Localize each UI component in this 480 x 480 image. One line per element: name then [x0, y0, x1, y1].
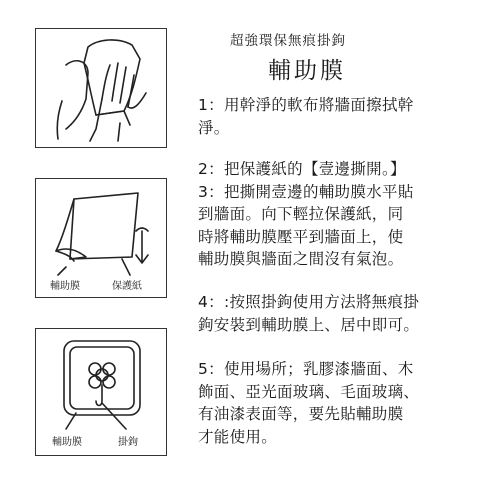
- step-line: 鉤安裝到輔助膜上、居中即可。: [198, 315, 420, 334]
- step-line: 才能使用。: [198, 427, 278, 446]
- step-line: 輔助膜與牆面之間沒有氣泡。: [198, 250, 404, 268]
- step-line: 3：把撕開壹邊的輔助膜水平貼: [198, 182, 414, 201]
- step-line: 到牆面。向下輕拉保護紙，同: [198, 205, 404, 223]
- step-line: 飾面、亞光面玻璃、毛面玻璃、: [198, 382, 420, 401]
- illustration-peel-film: [35, 178, 167, 298]
- illustration-wipe-wall: [35, 28, 167, 148]
- step-line: 有油漆表面等，要先貼輔助膜: [198, 405, 404, 423]
- illustration-hook-on-film: [35, 328, 167, 456]
- label-film: 輔助膜: [52, 437, 82, 448]
- label-film: 輔助膜: [50, 281, 80, 292]
- step-line: 2：把保護紙的【壹邊撕開。】: [198, 160, 406, 178]
- step-line: 5：使用場所；乳膠漆牆面、木: [198, 360, 414, 378]
- step-2-3: [198, 158, 473, 271]
- step-4: [198, 291, 473, 336]
- step-5: [198, 358, 473, 448]
- step-1: [198, 94, 473, 139]
- label-protective-paper: 保護紙: [112, 281, 142, 292]
- step-line: 時將輔助膜壓平到牆面上，使: [198, 227, 404, 246]
- hands-wiping-wall-icon: [36, 29, 166, 147]
- product-subtitle: 超強環保無痕掛鉤: [230, 33, 346, 49]
- label-hook: 掛鉤: [118, 437, 138, 448]
- page-title: 輔助膜: [268, 58, 346, 84]
- step-line: 淨。: [198, 118, 230, 137]
- step-line: 1：用幹淨的軟布將牆面擦拭幹: [198, 96, 414, 114]
- step-line: 4：:按照掛鉤使用方法將無痕掛: [198, 293, 420, 311]
